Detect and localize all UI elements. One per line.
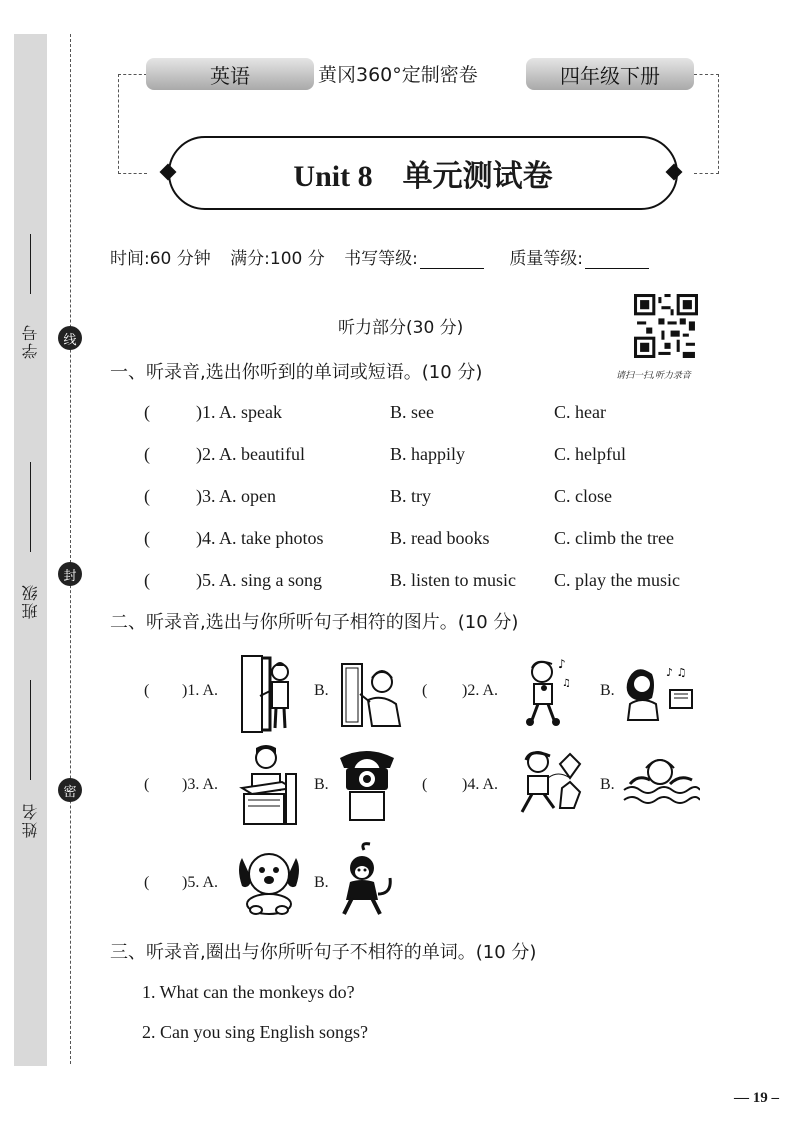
part2-heading: 二、听录音,选出与你所听句子相符的图片。(10 分) <box>110 612 519 633</box>
dog-icon <box>234 846 304 916</box>
part2-q2-b-label: B. <box>600 682 615 699</box>
part1-q1-option-b: B. see <box>390 402 434 422</box>
part2-q2-paren[interactable]: ( <box>422 682 428 699</box>
qr-caption: 请扫一扫,听力录音 <box>616 371 691 381</box>
page-number: — 19 – <box>734 1090 779 1106</box>
part1-q4-answer-paren[interactable]: ( <box>144 528 150 548</box>
writing-boy-at-desk-icon <box>238 744 300 828</box>
part1-q4-option-a: )4. A. take photos <box>196 528 324 548</box>
part2-q4-paren[interactable]: ( <box>422 776 428 793</box>
svg-text:♫: ♫ <box>562 678 571 689</box>
student-no-label: 学号 <box>21 323 40 359</box>
quality-grade-blank[interactable] <box>585 250 649 269</box>
part2-q5-b-label: B. <box>314 874 329 891</box>
page-title: Unit 8 单元测试卷 <box>168 136 678 210</box>
info-line <box>110 244 649 269</box>
part2-q1-label: )1. A. <box>182 682 218 699</box>
part1-q2-option-c: C. helpful <box>554 444 626 464</box>
girl-swimming-icon <box>620 750 700 816</box>
monkey-icon <box>334 842 394 918</box>
name-line <box>30 680 31 780</box>
part2-q4-label: )4. A. <box>462 776 498 793</box>
part1-q5-option-b: B. listen to music <box>390 570 516 590</box>
time-limit: 时间:60 分钟 <box>110 249 211 269</box>
part1-q5-option-a: )5. A. sing a song <box>196 570 322 590</box>
svg-text:♪: ♪ <box>558 657 566 671</box>
part1-heading: 一、听录音,选出你听到的单词或短语。(10 分) <box>110 362 483 383</box>
part3-sentence-2[interactable]: 2. Can you sing English songs? <box>142 1022 369 1042</box>
part2-q1-paren[interactable]: ( <box>144 682 150 699</box>
part1-q3-answer-paren[interactable]: ( <box>144 486 150 506</box>
part3-sentence-1[interactable]: 1. What can the monkeys do? <box>142 982 355 1002</box>
part1-q3-option-c: C. close <box>554 486 612 506</box>
student-no-line <box>30 234 31 294</box>
part1-q2-option-b: B. happily <box>390 444 465 464</box>
seal-mark-seal: 封 <box>58 562 82 586</box>
quality-grade-label: 质量等级: <box>509 249 584 269</box>
cut-line <box>70 34 71 1064</box>
part1-q1-option-c: C. hear <box>554 402 606 422</box>
class-label: 班级 <box>21 583 40 619</box>
boy-taking-photo-icon <box>334 748 400 824</box>
listening-music-girl-icon <box>622 660 698 722</box>
seal-mark-line: 线 <box>58 326 82 350</box>
part1-q2-option-a: )2. A. beautiful <box>196 444 305 464</box>
grade-pill: 四年级下册 <box>526 58 694 90</box>
part3-heading: 三、听录音,圈出与你所听句子不相符的单词。(10 分) <box>110 942 537 963</box>
part2-q5-paren[interactable]: ( <box>144 874 150 891</box>
header-bracket-left <box>118 74 147 174</box>
seal-mark-secret: 密 <box>58 778 82 802</box>
singing-child-icon <box>516 656 576 728</box>
name-label: 姓名 <box>21 802 40 838</box>
full-score: 满分:100 分 <box>230 249 325 269</box>
listening-section-title: 听力部分(30 分) <box>338 318 464 338</box>
part1-q3-option-b: B. try <box>390 486 432 506</box>
part2-q3-paren[interactable]: ( <box>144 776 150 793</box>
part2-q5-label: )5. A. <box>182 874 218 891</box>
part2-q2-label: )2. A. <box>462 682 498 699</box>
closing-door-person-icon <box>338 660 408 730</box>
opening-door-person-icon <box>240 654 296 734</box>
header-bracket-right <box>694 74 719 174</box>
writing-grade-blank[interactable] <box>420 250 484 269</box>
part1-q1-answer-paren[interactable]: ( <box>144 402 150 422</box>
part1-q4-option-b: B. read books <box>390 528 490 548</box>
part1-q5-answer-paren[interactable]: ( <box>144 570 150 590</box>
girl-flying-kite-icon <box>514 748 590 818</box>
svg-text:♪ ♫: ♪ ♫ <box>666 666 687 679</box>
part1-q2-answer-paren[interactable]: ( <box>144 444 150 464</box>
part1-q5-option-c: C. play the music <box>554 570 680 590</box>
part1-q3-option-a: )3. A. open <box>196 486 276 506</box>
part1-q4-option-c: C. climb the tree <box>554 528 674 548</box>
series-name: 黄冈360°定制密卷 <box>318 64 478 86</box>
part2-q3-label: )3. A. <box>182 776 218 793</box>
writing-grade-label: 书写等级: <box>344 249 418 269</box>
part2-q4-b-label: B. <box>600 776 615 793</box>
subject-pill: 英语 <box>146 58 314 90</box>
part2-q1-b-label: B. <box>314 682 329 699</box>
class-line <box>30 462 31 552</box>
part1-q1-option-a: )1. A. speak <box>196 402 282 422</box>
qr-code-icon[interactable] <box>634 294 698 358</box>
part2-q3-b-label: B. <box>314 776 329 793</box>
